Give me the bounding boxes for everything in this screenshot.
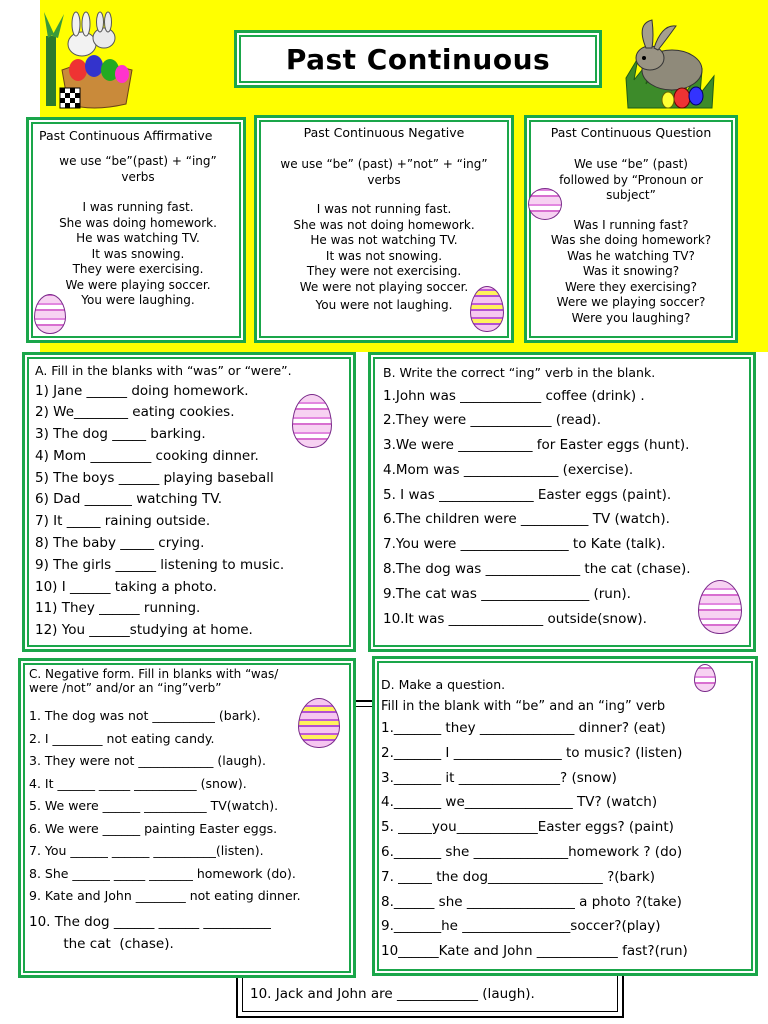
exercise-item: 4.Mom was ______________ (exercise). bbox=[383, 461, 634, 478]
section-c-items bbox=[29, 705, 347, 956]
easter-egg-icon bbox=[698, 580, 742, 634]
exercise-item: 7.You were ________________ to Kate (talk). bbox=[383, 536, 666, 553]
exercise-item: 3. They were not ____________ (laugh). bbox=[29, 753, 267, 768]
exercise-item: 4._______ we________________ TV? (watch) bbox=[381, 794, 658, 811]
exercise-item: 8) The baby _____ crying. bbox=[35, 535, 205, 552]
exercise-item: 10) I ______ taking a photo. bbox=[35, 578, 217, 595]
exercise-item: 3._______ it _______________? (snow) bbox=[381, 769, 617, 786]
exercise-item: 11) They ______ running. bbox=[35, 600, 201, 617]
section-d-box bbox=[372, 656, 758, 976]
easter-egg-icon bbox=[298, 698, 340, 748]
exercise-item: 5. We were ______ __________ TV(watch). bbox=[29, 798, 279, 813]
exercise-item: the cat (chase). bbox=[29, 936, 174, 952]
negative-rule: we use “be” (past) +”not” + “ing” verbs bbox=[280, 157, 488, 187]
exercise-item: 3.We were ___________ for Easter eggs (hunt). bbox=[383, 437, 690, 454]
example-line: I was running fast. bbox=[82, 200, 194, 214]
exercise-item: 9. Kate and John ________ not eating dinner. bbox=[29, 888, 301, 903]
question-heading: Past Continuous Question bbox=[550, 125, 712, 140]
example-line: We were not playing soccer. bbox=[299, 279, 469, 294]
affirmative-examples bbox=[39, 200, 237, 309]
affirmative-rule: we use “be”(past) + “ing” verbs bbox=[59, 154, 217, 184]
example-line: They were exercising. bbox=[72, 262, 204, 276]
example-line: They were not exercising. bbox=[306, 264, 462, 278]
question-box bbox=[524, 115, 738, 343]
example-line: Were they exercising? bbox=[564, 279, 698, 294]
exercise-item: 2.They were ____________ (read). bbox=[383, 412, 601, 429]
section-b-heading: B. Write the correct “ing” verb in the blank. bbox=[383, 365, 656, 380]
exercise-item: 6._______ she ______________homework ? (do) bbox=[381, 843, 683, 860]
exercise-item: 6.The children were __________ TV (watch). bbox=[383, 511, 670, 528]
example-line: She was doing homework. bbox=[59, 215, 217, 230]
question-rule: We use “be” (past) followed by “Pronoun or subject” bbox=[559, 157, 703, 202]
negative-examples bbox=[265, 202, 503, 314]
exercise-item: 3) The dog _____ barking. bbox=[35, 426, 206, 443]
exercise-item: 9.The cat was ________________ (run). bbox=[383, 585, 631, 602]
exercise-item: 1. The dog was not __________ (bark). bbox=[29, 708, 261, 723]
exercise-item: 8.______ she ________________ a photo ?(take) bbox=[381, 893, 682, 910]
example-line: It was snowing. bbox=[91, 246, 185, 261]
exercise-item: 10______Kate and John ____________ fast?(run) bbox=[381, 943, 688, 960]
bunny-basket-clipart bbox=[42, 8, 140, 112]
example-line: Was he watching TV? bbox=[567, 248, 695, 263]
rabbit-clipart bbox=[622, 18, 718, 114]
exercise-item: 5) The boys ______ playing baseball bbox=[35, 469, 274, 486]
page-title: Past Continuous bbox=[285, 42, 551, 76]
easter-egg-icon bbox=[694, 664, 716, 692]
example-line: You were not laughing. bbox=[315, 298, 453, 312]
back-sheet-last-item: 10. Jack and John are ____________ (laugh). bbox=[250, 986, 535, 1002]
exercise-item: 12) You ______studying at home. bbox=[35, 622, 253, 639]
title-box bbox=[234, 30, 602, 88]
exercise-item: 9) The girls ______ listening to music. bbox=[35, 556, 285, 573]
exercise-item: 7. You ______ ______ __________(listen). bbox=[29, 843, 264, 858]
example-line: Were you laughing? bbox=[571, 310, 691, 325]
section-d-items bbox=[381, 716, 749, 964]
example-line: It was not snowing. bbox=[325, 248, 443, 263]
exercise-item: 2) We________ eating cookies. bbox=[35, 404, 235, 421]
exercise-item: 5. I was ______________ Easter eggs (paint). bbox=[383, 486, 672, 503]
easter-egg-icon bbox=[528, 188, 562, 220]
exercise-item: 8.The dog was ______________ the cat (chase). bbox=[383, 561, 691, 578]
section-b-items bbox=[383, 384, 745, 632]
section-c-heading: C. Negative form. Fill in blanks with “was/ were /not” and/or an “ing”verb” bbox=[29, 667, 279, 695]
exercise-item: 9._______he ________________soccer?(play) bbox=[381, 918, 661, 935]
example-line: We were playing soccer. bbox=[65, 277, 211, 292]
example-line: Were we playing soccer? bbox=[556, 295, 706, 309]
exercise-item: 6) Dad _______ watching TV. bbox=[35, 491, 223, 508]
exercise-item: 6. We were ______ painting Easter eggs. bbox=[29, 820, 278, 836]
example-line: Was it snowing? bbox=[582, 264, 680, 278]
exercise-item: 10. The dog ______ ______ __________ bbox=[29, 913, 271, 930]
exercise-item: 7. _____ the dog_________________ ?(bark) bbox=[381, 868, 656, 885]
example-line: I was not running fast. bbox=[316, 202, 452, 216]
affirmative-heading: Past Continuous Affirmative bbox=[39, 128, 213, 143]
example-line: He was not watching TV. bbox=[310, 233, 458, 247]
exercise-item: 1) Jane ______ doing homework. bbox=[35, 382, 249, 399]
exercise-item: 2. I ________ not eating candy. bbox=[29, 730, 215, 746]
easter-egg-icon bbox=[34, 294, 66, 334]
exercise-item: 4) Mom _________ cooking dinner. bbox=[35, 447, 259, 464]
example-line: Was she doing homework? bbox=[550, 233, 712, 247]
exercise-item: 7) It _____ raining outside. bbox=[35, 513, 211, 530]
easter-egg-icon bbox=[470, 286, 504, 332]
negative-heading: Past Continuous Negative bbox=[303, 125, 465, 140]
example-line: He was watching TV. bbox=[76, 231, 200, 245]
exercise-item: 1.John was ____________ coffee (drink) . bbox=[383, 387, 645, 404]
easter-egg-icon bbox=[292, 394, 332, 448]
section-d-subheading: Fill in the blank with “be” and an “ing” verb bbox=[381, 698, 666, 714]
section-a-heading: A. Fill in the blanks with “was” or “were”. bbox=[35, 363, 292, 378]
example-line: Was I running fast? bbox=[573, 217, 689, 232]
section-d-heading: D. Make a question. bbox=[381, 677, 506, 692]
exercise-item: 2._______ I ________________ to music? (listen) bbox=[381, 744, 683, 761]
question-examples bbox=[533, 218, 729, 327]
example-line: She was not doing homework. bbox=[293, 217, 475, 232]
exercise-item: 10.It was ______________ outside(snow). bbox=[383, 610, 647, 627]
example-line: You were laughing. bbox=[81, 293, 195, 307]
exercise-item: 5. _____you____________Easter eggs? (paint) bbox=[381, 819, 674, 836]
exercise-item: 1._______ they ______________ dinner? (eat) bbox=[381, 720, 666, 736]
exercise-item: 4. It ______ _____ __________ (snow). bbox=[29, 775, 247, 791]
exercise-item: 8. She ______ _____ _______ homework (do). bbox=[29, 865, 296, 881]
